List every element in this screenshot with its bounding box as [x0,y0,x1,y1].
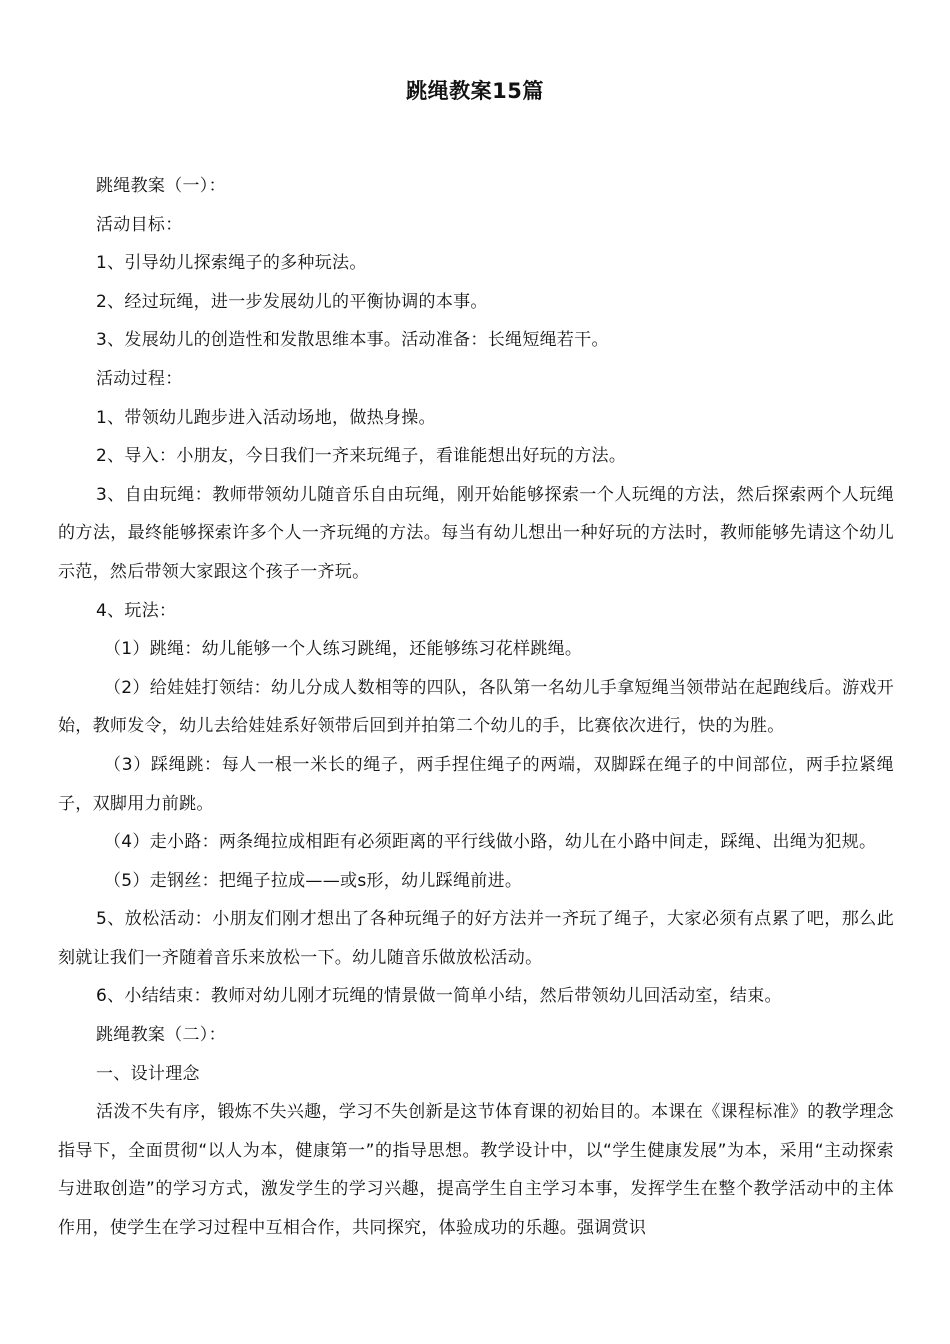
paragraph: 活动目标： [96,214,183,235]
paragraph: （4）走小路：两条绳拉成相距有必须距离的平行线做小路，幼儿在小路中间走，踩绳、出绳为犯规。 [104,832,877,853]
paragraph: （1）跳绳：幼儿能够一个人练习跳绳，还能够练习花样跳绳。 [104,639,583,660]
paragraph: （5）走钢丝：把绳子拉成——或s形，幼儿踩绳前进。 [104,870,523,891]
paragraph: 2、经过玩绳，进一步发展幼儿的平衡协调的本事。 [96,291,488,312]
paragraph: 3、自由玩绳：教师带领幼儿随音乐自由玩绳，刚开始能够探索一个人玩绳的方法，然后探索两个人玩绳的方法，最终能够探索许多个人一齐玩绳的方法。每当有幼儿想出一种好玩的方法时，教师能够先请这个幼儿示范，然后带领大家跟这个孩子一齐玩。 [58,484,894,582]
paragraph: 3、发展幼儿的创造性和发散思维本事。活动准备：长绳短绳若干。 [96,330,609,351]
paragraph: （3）踩绳跳：每人一根一米长的绳子，两手捏住绳子的两端，双脚踩在绳子的中间部位，两手拉紧绳子，双脚用力前跳。 [58,754,894,814]
paragraph: 活泼不失有序，锻炼不失兴趣，学习不失创新是这节体育课的初始目的。本课在《课程标准》的教学理念指导下，全面贯彻“以人为本，健康第一”的指导思想。教学设计中，以“学生健康发展”为本，采用“主动探索与进取创造”的学习方式，激发学生的学习兴趣，提高学生自主学习本事，发挥学生在整个教学活动中的主体作用，使学生在学习过程中互相合作，共同探究，体验成功的乐趣。强调赏识 [58,1102,894,1239]
paragraph: 4、玩法： [96,600,177,621]
paragraph: 一、设计理念 [96,1063,200,1084]
paragraph: （2）给娃娃打领结：幼儿分成人数相等的四队，各队第一名幼儿手拿短绳当领带站在起跑线后。游戏开始，教师发令，幼儿去给娃娃系好领带后回到并拍第二个幼儿的手，比赛依次进行，快的为胜。 [58,677,894,737]
paragraph: 6、小结结束：教师对幼儿刚才玩绳的情景做一简单小结，然后带领幼儿回活动室，结束。 [96,986,782,1007]
document-body [58,167,894,1248]
paragraph: 2、导入：小朋友，今日我们一齐来玩绳子，看谁能想出好玩的方法。 [96,446,627,467]
paragraph: 1、带领幼儿跑步进入活动场地，做热身操。 [96,407,436,428]
paragraph: 活动过程： [96,368,183,389]
paragraph: 1、引导幼儿探索绳子的多种玩法。 [96,253,367,274]
paragraph: 5、放松活动：小朋友们刚才想出了各种玩绳子的好方法并一齐玩了绳子，大家必须有点累了吧，那么此刻就让我们一齐随着音乐来放松一下。幼儿随音乐做放松活动。 [58,909,894,968]
paragraph: 跳绳教案（二）： [96,1025,226,1046]
document-title: 跳绳教案15篇 [406,79,544,103]
paragraph: 跳绳教案（一）： [96,176,226,196]
